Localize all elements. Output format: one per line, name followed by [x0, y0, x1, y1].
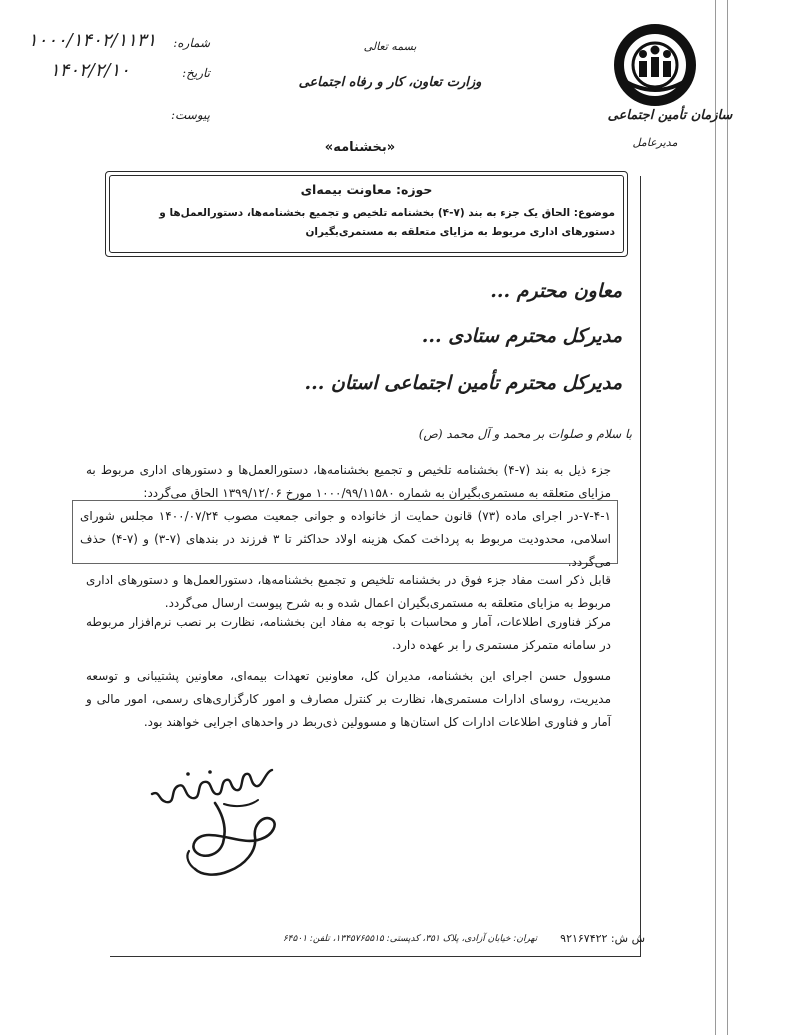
subject-line: موضوع: الحاق یک جزء به بند (۷-۴) بخشنامه تلخیص و تجمیع بخشنامه‌ها، دستورالعمل‌ها و دستورهای اداری مربوط به مزایای متعلقه به مستمری‌بگیران: [159, 207, 615, 238]
addressee-hq-director: مدیرکل محترم ستادی ...: [421, 325, 622, 347]
body-paragraph: قابل ذکر است مفاد جزء فوق در بخشنامه تلخیص و تجمیع بخشنامه‌ها، دستورالعمل‌ها و دستورهای اداری مربوط به مزایای متعلقه به مستمری‌بگیران اعمال شده و به شرح پیوست ارسال می‌گردد.: [86, 573, 611, 610]
subject-box: [105, 171, 628, 257]
number-label: شماره:: [173, 36, 210, 50]
quoted-clause: ۷-۴-۱-در اجرای ماده (۷۳) قانون حمایت از خانواده و جوانی جمعیت مصوب ۱۴۰۰/۰۷/۲۴ مجلس شورای اسلامی، محدودیت مربوط به پرداخت کمک هزینه اولاد حداکثر تا ۳ فرزند در بندهای (۷-۳) و (۷-۴) حذف می‌گردد.: [80, 509, 611, 569]
attachment-label: پیوست:: [170, 108, 210, 122]
letter-meta: [20, 30, 210, 130]
attachment-row: [20, 102, 210, 128]
number-value: ۱۰۰۰/۱۴۰۲/۱۱۳۱: [28, 30, 157, 51]
signature-mark: [175, 795, 295, 885]
body-paragraph: مسوول حسن اجرای این بخشنامه، مدیران کل، معاونین تعهدات بیمه‌ای، معاونین پشتیبانی و توسعه مدیریت، روسای ادارات مستمری‌ها، نظارت بر کنترل مصارف و امور کارگزاری‌های رسمی، امور مالی و آمار و فناوری اطلاعات ادارات کل استان‌ها و مسوولین ذی‌ربط در واحدهای اجرایی خواهند بود.: [86, 669, 611, 729]
letterhead-center: [290, 40, 490, 90]
page-edge-line: [727, 0, 728, 1035]
addressee-deputy: معاون محترم ...: [490, 280, 622, 302]
greeting: با سلام و صلوات بر محمد و آل محمد (ص): [418, 427, 632, 441]
org-role: مدیرعامل: [632, 136, 678, 149]
footer-address: تهران: خیابان آزادی، پلاک ۳۵۱، کدپستی: ۱۳۴۵۷۶۵۵۱۵، تلفن: ۶۴۵۰۱: [282, 934, 538, 944]
date-value: ۱۴۰۲/۲/۱۰: [50, 60, 130, 81]
ministry-name: وزارت تعاون، کار و رفاه اجتماعی: [298, 75, 482, 90]
number-row: [20, 30, 210, 56]
frame-border: [640, 176, 641, 956]
body-intro: جزء ذیل به بند (۷-۴) بخشنامه تلخیص و تجمیع بخشنامه‌ها، دستورالعمل‌ها و دستورهای اداری مربوط به مزایای متعلقه به مستمری‌بگیران به شماره ۱۰۰۰/۹۹/۱۱۵۸۰ مورخ ۱۳۹۹/۱۲/۰۶ الحاق می‌گردد:: [86, 463, 611, 500]
frame-border: [110, 956, 641, 957]
domain-line: حوزه: معاونت بیمه‌ای: [300, 182, 433, 197]
addressee-province-director: مدیرکل محترم تأمین اجتماعی استان ...: [304, 372, 622, 394]
date-label: تاریخ:: [182, 66, 210, 80]
org-name: سازمان تأمین اجتماعی: [607, 108, 733, 123]
document-type: «بخشنامه»: [324, 140, 396, 155]
page-edge-line: [715, 0, 716, 1035]
date-row: [20, 60, 210, 86]
org-logo: [610, 20, 700, 110]
body-paragraph: مرکز فناوری اطلاعات، آمار و محاسبات با توجه به مفاد این بخشنامه، نظارت بر نصب نرم‌افزار مربوطه در سامانه متمرکز مستمری را بر عهده دارد.: [86, 615, 611, 652]
basmala: بسمه تعالی: [363, 40, 417, 53]
footer-code: ش ش: ۹۲۱۶۷۴۲۲: [560, 932, 645, 945]
